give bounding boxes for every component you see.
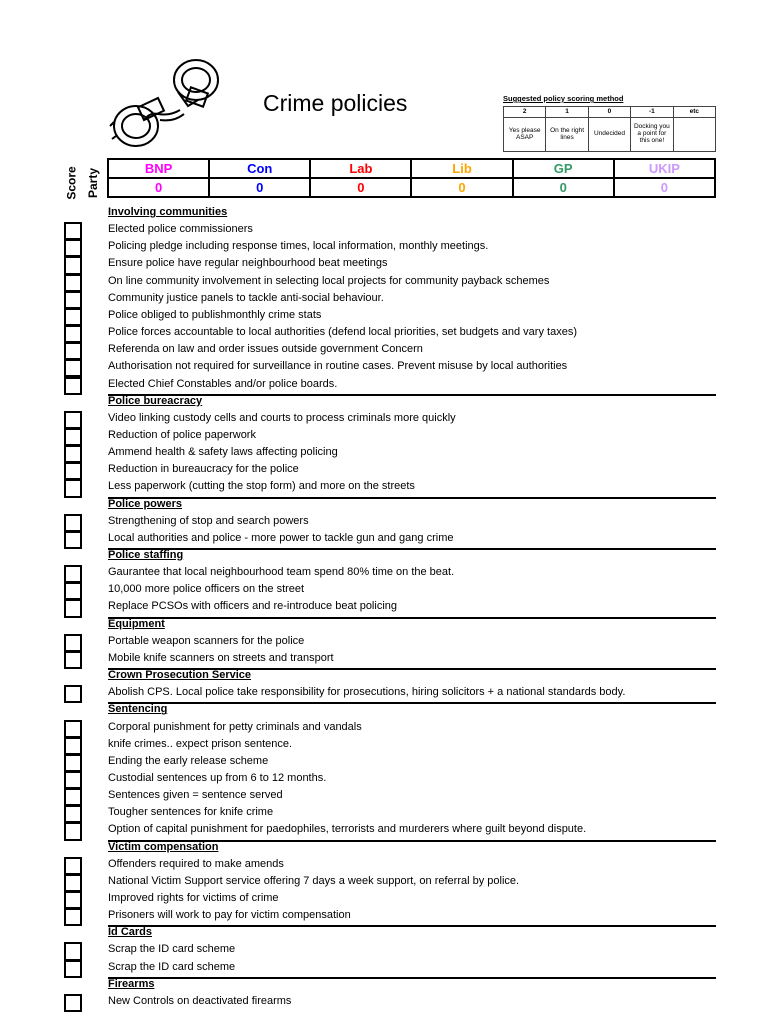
score-checkbox[interactable]: [64, 908, 82, 926]
policy-item: Improved rights for victims of crime: [108, 892, 279, 904]
scoring-description: Undecided: [588, 118, 630, 152]
section-divider: [108, 925, 716, 927]
policy-item: Portable weapon scanners for the police: [108, 634, 305, 647]
score-checkbox[interactable]: [64, 737, 82, 755]
score-checkbox[interactable]: [64, 445, 82, 463]
score-checkbox[interactable]: [64, 805, 82, 823]
policy-item: Reduction of police paperwork: [108, 428, 256, 441]
section-divider: [108, 702, 716, 704]
score-checkbox[interactable]: [64, 651, 82, 669]
policy-item: Police forces accountable to local authorities (defend local priorities, set budgets and vary taxes): [108, 326, 577, 339]
scoring-description: [673, 118, 715, 152]
policy-item: Elected Chief Constables and/or police boards.: [108, 377, 338, 390]
section-heading: Firearms: [108, 977, 155, 990]
score-checkbox[interactable]: [64, 685, 82, 703]
policy-item: Community justice panels to tackle anti-social behaviour.: [108, 291, 384, 304]
policy-item: Abolish CPS. Local police take responsibility for prosecutions, hiring solicitors + a national standards body.: [108, 686, 626, 699]
score-checkbox[interactable]: [64, 325, 82, 343]
policy-item: Custodial sentences up from 6 to 12 months.: [108, 771, 327, 784]
score-checkbox[interactable]: [64, 308, 82, 326]
party-score-lib: 0: [411, 178, 512, 197]
score-checkbox[interactable]: [64, 891, 82, 909]
score-checkbox[interactable]: [64, 428, 82, 446]
scoring-description: On the right lines: [546, 118, 588, 152]
policy-item: Strengthening of stop and search powers: [108, 514, 309, 527]
score-checkbox[interactable]: [64, 222, 82, 240]
scoring-header: 2: [504, 107, 546, 118]
score-checkbox[interactable]: [64, 359, 82, 377]
policy-item: Police obliged to publishmonthly crime stats: [108, 308, 322, 321]
party-score-gp: 0: [513, 178, 614, 197]
score-checkbox[interactable]: [64, 377, 82, 395]
section-heading: Involving communities: [108, 206, 228, 218]
scoring-header: 1: [546, 107, 588, 118]
section-divider: [108, 617, 716, 619]
section-divider: [108, 548, 716, 550]
policy-item: Corporal punishment for petty criminals and vandals: [108, 720, 362, 733]
policy-item: Elected police commissioners: [108, 223, 253, 236]
policy-item: Referenda on law and order issues outside government Concern: [108, 343, 423, 356]
policy-item: Mobile knife scanners on streets and transport: [108, 651, 334, 664]
section-heading: Equipment: [108, 617, 165, 630]
party-score-bnp: 0: [108, 178, 209, 197]
party-name-lib: Lib: [411, 159, 512, 178]
score-checkbox[interactable]: [64, 479, 82, 497]
score-checkbox[interactable]: [64, 788, 82, 806]
section-heading: Police powers: [108, 497, 182, 510]
score-checkbox[interactable]: [64, 582, 82, 600]
policy-item: Video linking custody cells and courts to process criminals more quickly: [108, 411, 456, 424]
score-checkbox[interactable]: [64, 342, 82, 360]
scoring-header: 0: [588, 107, 630, 118]
section-heading: Victim compensation: [108, 840, 219, 853]
scoring-header: etc: [673, 107, 715, 118]
score-checkbox[interactable]: [64, 942, 82, 960]
score-checkbox[interactable]: [64, 822, 82, 840]
score-label-text: Score: [64, 166, 79, 200]
party-row-label: [86, 166, 104, 200]
section-heading: Crown Prosecution Service: [108, 669, 252, 682]
policy-item: Less paperwork (cutting the stop form) and more on the streets: [108, 480, 415, 493]
section-heading: Id Cards: [108, 926, 153, 939]
score-checkbox[interactable]: [64, 239, 82, 257]
party-score-ukip: 0: [614, 178, 715, 197]
policy-item: Tougher sentences for knife crime: [108, 806, 274, 819]
score-checkbox[interactable]: [64, 411, 82, 429]
section-heading: Police staffing: [108, 549, 184, 561]
policy-item: Option of capital punishment for paedophiles, terrorists and murderers where guilt beyond dispute.: [108, 823, 587, 836]
policy-item: National Victim Support service offering 7 days a week support, on referral by police.: [108, 874, 520, 887]
score-checkbox[interactable]: [64, 857, 82, 875]
policy-item: Scrap the ID card scheme: [108, 960, 236, 973]
policy-item: Offenders required to make amends: [108, 857, 284, 870]
score-checkbox[interactable]: [64, 514, 82, 532]
score-checkbox[interactable]: [64, 874, 82, 892]
score-checkbox[interactable]: [64, 634, 82, 652]
handcuffs-icon: [108, 52, 226, 154]
party-score-con: 0: [209, 178, 310, 197]
section-divider: [108, 497, 716, 499]
scoring-table: [503, 106, 716, 152]
section-heading: Sentencing: [108, 703, 168, 716]
policy-item: Local authorities and police - more power to tackle gun and gang crime: [108, 531, 454, 544]
policy-item: New Controls on deactivated firearms: [108, 994, 292, 1007]
policy-item: On line community involvement in selecting local projects for community payback schemes: [108, 274, 550, 287]
score-checkbox[interactable]: [64, 462, 82, 480]
score-checkbox[interactable]: [64, 599, 82, 617]
scoring-description: Yes please ASAP: [504, 118, 546, 152]
policy-item: Sentences given = sentence served: [108, 789, 283, 802]
page-title: Crime policies: [263, 90, 408, 116]
party-label-text: Party: [86, 167, 101, 199]
section-divider: [108, 977, 716, 979]
policy-item: 10,000 more police officers on the street: [108, 583, 305, 596]
score-checkbox[interactable]: [64, 274, 82, 292]
score-checkbox[interactable]: [64, 771, 82, 789]
policy-item: Reduction in bureaucracy for the police: [108, 463, 299, 476]
score-checkbox[interactable]: [64, 565, 82, 583]
scoring-caption: Suggested policy scoring method: [503, 94, 624, 103]
score-checkbox[interactable]: [64, 754, 82, 772]
score-checkbox[interactable]: [64, 291, 82, 309]
policy-item: Scrap the ID card scheme: [108, 943, 236, 956]
section-heading: Police bureacracy: [108, 394, 203, 407]
policy-item: Authorisation not required for surveillance in routine cases. Prevent misuse by local authorities: [108, 360, 568, 373]
party-name-lab: Lab: [310, 159, 411, 178]
score-checkbox[interactable]: [64, 994, 82, 1012]
policy-item: Prisoners will work to pay for victim compensation: [108, 909, 351, 922]
score-checkbox[interactable]: [64, 960, 82, 978]
score-column-label: [63, 166, 81, 200]
policy-item: Gaurantee that local neighbourhood team spend 80% time on the beat.: [108, 566, 455, 579]
scoring-description: Docking you a point for this one!: [631, 118, 673, 152]
scoring-method-legend: [503, 94, 716, 152]
policy-item: Replace PCSOs with officers and re-introduce beat policing: [108, 600, 398, 613]
scoring-header: -1: [631, 107, 673, 118]
score-checkbox[interactable]: [64, 720, 82, 738]
score-checkbox[interactable]: [64, 531, 82, 549]
policy-item: Ammend health & safety laws affecting policing: [108, 446, 338, 459]
score-checkbox[interactable]: [64, 256, 82, 274]
party-name-con: Con: [209, 159, 310, 178]
policy-item: Ending the early release scheme: [108, 754, 269, 767]
party-score-lab: 0: [310, 178, 411, 197]
policy-item: knife crimes.. expect prison sentence.: [108, 737, 293, 750]
policy-item: Policing pledge including response times, local information, monthly meetings.: [108, 240, 489, 253]
party-name-ukip: UKIP: [614, 159, 715, 178]
party-name-bnp: BNP: [108, 159, 209, 178]
party-score-table: [107, 158, 716, 198]
policy-item: Ensure police have regular neighbourhood beat meetings: [108, 257, 388, 270]
party-name-gp: GP: [513, 159, 614, 178]
